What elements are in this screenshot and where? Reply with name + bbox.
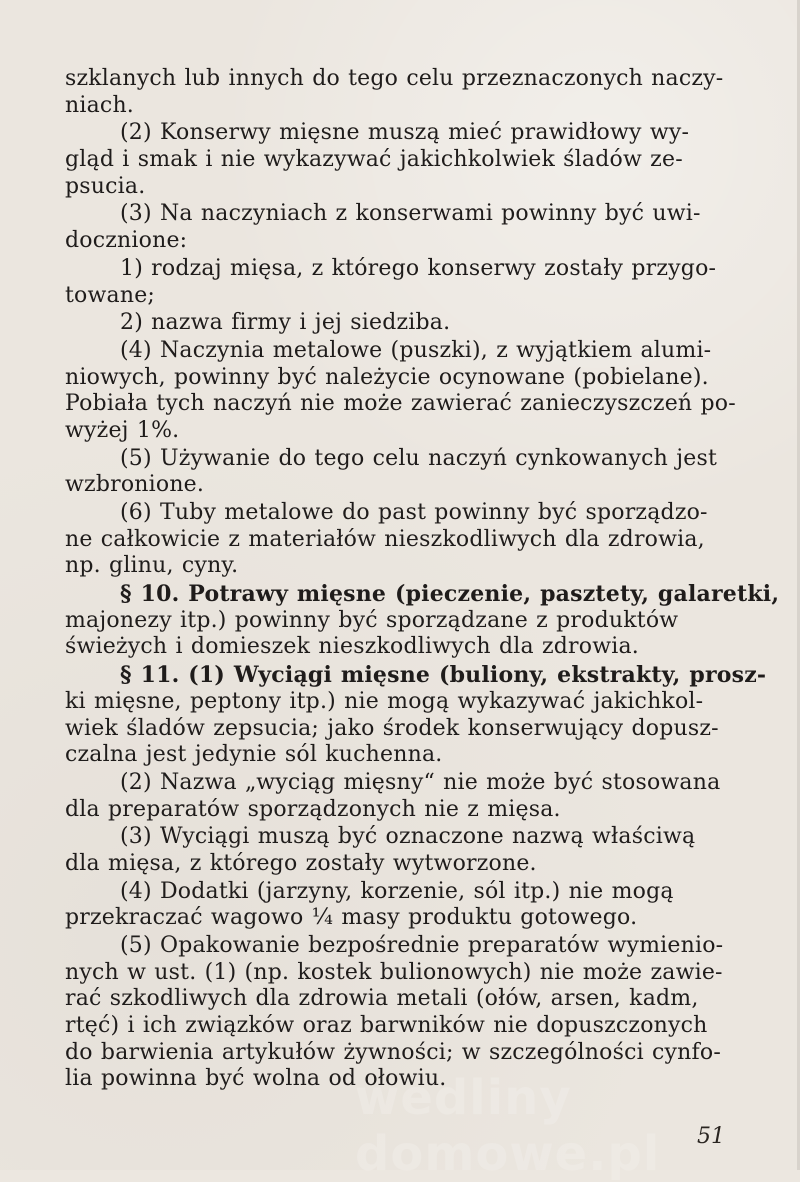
text-line-22: świeżych i domieszek nieszkodliwych dla zdrowia. xyxy=(65,634,639,660)
text-line-31: (4) Dodatki (jarzyny, korzenie, sól itp.) nie mogą xyxy=(120,878,674,904)
text-line-14: wyżej 1%. xyxy=(65,417,180,443)
text-line-13: Pobiała tych naczyń nie może zawierać zanieczyszczeń po- xyxy=(65,391,736,417)
text-line-23: § 11. (1) Wyciągi mięsne (buliony, ekstrakty, prosz- xyxy=(120,662,767,689)
text-line-25: wiek śladów zepsucia; jako środek konserwujący dopusz- xyxy=(65,715,719,741)
text-line-2: niach. xyxy=(65,92,135,118)
text-line-3: (2) Konserwy mięsne muszą mieć prawidłowy wy- xyxy=(120,120,690,146)
watermark: wedliny domowe.pl xyxy=(355,1070,661,1182)
text-line-26: czalna jest jedynie sól kuchenna. xyxy=(65,742,443,768)
text-line-17: (6) Tuby metalowe do past powinny być sporządzo- xyxy=(120,500,708,525)
text-line-19: np. glinu, cyny. xyxy=(65,553,239,579)
text-line-12: niowych, powinny być należycie ocynowane (pobielane). xyxy=(65,364,709,390)
text-line-27: (2) Nazwa „wyciąg mięsny“ nie może być stosowana xyxy=(120,769,721,795)
text-line-24: ki mięsne, peptony itp.) nie mogą wykazywać jakichkol- xyxy=(65,688,704,714)
page-number: 51 xyxy=(697,1124,725,1149)
text-line-35: rać szkodliwych dla zdrowia metali (ołów, arsen, kadm, xyxy=(65,986,699,1012)
text-line-38: lia powinna być wolna od ołowiu. xyxy=(65,1066,447,1092)
text-line-11: (4) Naczynia metalowe (puszki), z wyjątkiem alumi- xyxy=(120,337,712,363)
text-line-21: majonezy itp.) powinny być sporządzane z produktów xyxy=(65,607,679,633)
text-line-37: do barwienia artykułów żywności; w szczególności cynfo- xyxy=(65,1039,721,1065)
text-line-15: (5) Używanie do tego celu naczyń cynkowanych jest xyxy=(120,445,718,471)
text-line-32: przekraczać wagowo ¼ masy produktu gotowego. xyxy=(65,905,638,931)
text-line-8: 1) rodzaj mięsa, z którego konserwy zostały przygo- xyxy=(120,255,717,281)
text-line-29: (3) Wyciągi muszą być oznaczone nazwą właściwą xyxy=(120,824,696,850)
text-line-30: dla mięsa, z którego zostały wytworzone. xyxy=(65,850,537,876)
text-line-18: ne całkowicie z materiałów nieszkodliwych dla zdrowia, xyxy=(65,526,705,552)
text-line-16: wzbronione. xyxy=(65,472,205,498)
text-line-36: rtęć) i ich związków oraz barwników nie dopuszczonych xyxy=(65,1013,708,1039)
text-line-4: gląd i smak i nie wykazywać jakichkolwiek śladów ze- xyxy=(65,147,683,173)
page-text xyxy=(65,66,780,1093)
text-line-33: (5) Opakowanie bezpośrednie preparatów wymienio- xyxy=(120,933,724,958)
text-line-10: 2) nazwa firmy i jej siedziba. xyxy=(120,310,451,336)
text-line-34: nych w ust. (1) (np. kostek bulionowych) nie może zawie- xyxy=(65,959,723,985)
text-line-28: dla preparatów sporządzonych nie z mięsa. xyxy=(65,796,561,822)
text-line-5: psucia. xyxy=(65,173,146,199)
text-line-7: docznione: xyxy=(65,228,188,254)
text-line-9: towane; xyxy=(65,282,156,308)
text-line-6: (3) Na naczyniach z konserwami powinny być uwi- xyxy=(120,201,701,227)
text-line-20: § 10. Potrawy mięsne (pieczenie, pasztety, galaretki, xyxy=(120,581,780,608)
text-line-1: szklanych lub innych do tego celu przeznaczonych naczy- xyxy=(65,66,724,91)
